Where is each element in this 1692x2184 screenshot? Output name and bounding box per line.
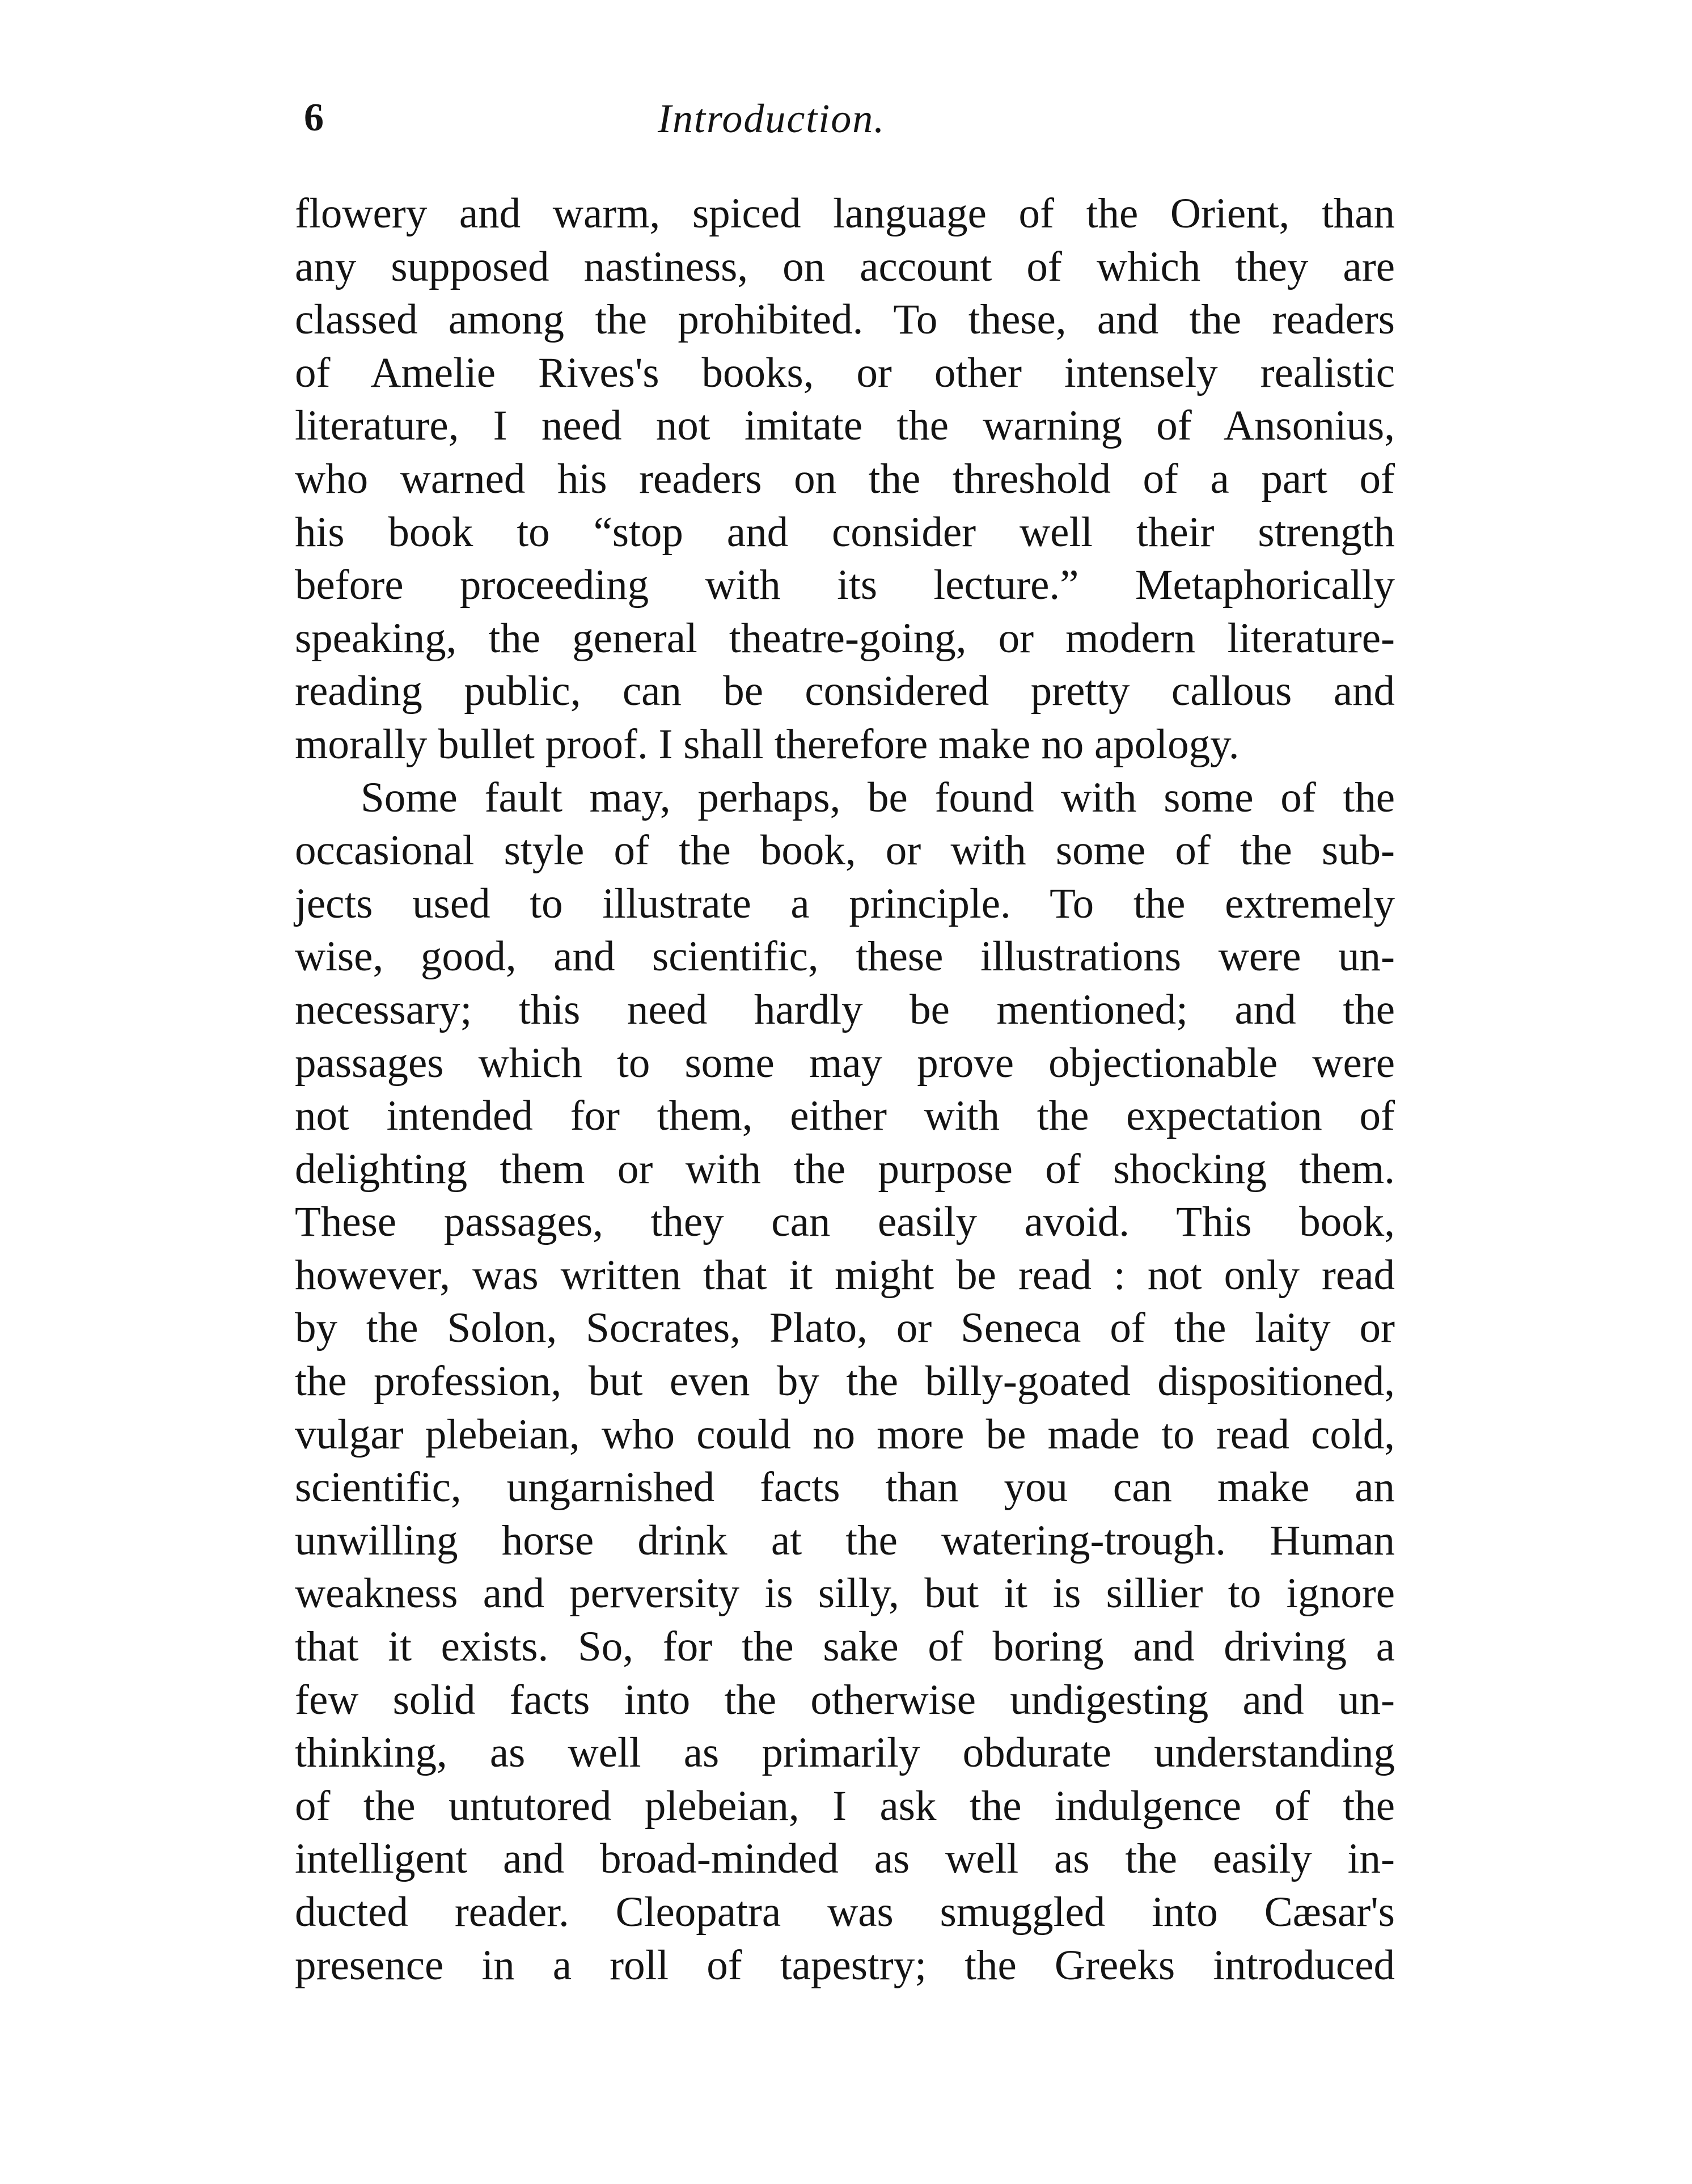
text-line: ducted reader. Cleopatra was smuggled into Cæsar's <box>295 1889 1395 1936</box>
paragraph-start-line: Some fault may, perhaps, be found with some of the <box>361 774 1395 821</box>
text-line: however, was written that it might be read : not only read <box>295 1251 1395 1299</box>
text-line: scientific, ungarnished facts than you can make an <box>295 1464 1395 1511</box>
text-line: reading public, can be considered pretty callous and <box>295 668 1395 715</box>
text-line: intelligent and broad-minded as well as the easily in- <box>295 1835 1395 1883</box>
text-line: wise, good, and scientific, these illustrations were un- <box>295 933 1395 981</box>
page-number: 6 <box>304 96 324 140</box>
text-line: the profession, but even by the billy-goated dispositioned, <box>295 1358 1395 1405</box>
text-line: thinking, as well as primarily obdurate understanding <box>295 1729 1395 1777</box>
text-line: morally bullet proof. I shall therefore make no apology. <box>295 720 1240 768</box>
running-title: Introduction. <box>658 96 886 141</box>
text-line: vulgar plebeian, who could no more be made to read cold, <box>295 1410 1395 1458</box>
body-text <box>295 187 1395 1992</box>
text-line: occasional style of the book, or with some of the sub- <box>295 827 1395 875</box>
text-line: speaking, the general theatre-going, or modern literature- <box>295 614 1395 662</box>
text-line: who warned his readers on the threshold of a part of <box>295 455 1395 502</box>
text-line: any supposed nastiness, on account of which they are <box>295 243 1395 290</box>
text-line: of the untutored plebeian, I ask the indulgence of the <box>295 1782 1395 1830</box>
page-header <box>295 95 1395 158</box>
text-line: flowery and warm, spiced language of the Orient, than <box>295 190 1395 237</box>
text-line: delighting them or with the purpose of shocking them. <box>295 1145 1395 1193</box>
text-line: classed among the prohibited. To these, and the readers <box>295 296 1395 344</box>
text-line: his book to “stop and consider well their strength <box>295 508 1395 556</box>
text-line: literature, I need not imitate the warning of Ansonius, <box>295 402 1395 450</box>
text-line: of Amelie Rives's books, or other intensely realistic <box>295 349 1395 396</box>
text-line: presence in a roll of tapestry; the Greeks introduced <box>295 1941 1395 1989</box>
text-line: passages which to some may prove objectionable were <box>295 1039 1395 1087</box>
text-line: by the Solon, Socrates, Plato, or Seneca of the laity or <box>295 1304 1395 1352</box>
text-line: not intended for them, either with the expectation of <box>295 1092 1395 1140</box>
text-line: jects used to illustrate a principle. To the extremely <box>295 880 1395 927</box>
text-line: unwilling horse drink at the watering-trough. Human <box>295 1516 1395 1564</box>
text-line: weakness and perversity is silly, but it is sillier to ignore <box>295 1570 1395 1617</box>
text-line: that it exists. So, for the sake of boring and driving a <box>295 1623 1395 1671</box>
text-line: These passages, they can easily avoid. This book, <box>295 1198 1395 1246</box>
text-line: necessary; this need hardly be mentioned; and the <box>295 986 1395 1033</box>
text-line: before proceeding with its lecture.” Metaphorically <box>295 561 1395 609</box>
text-line: few solid facts into the otherwise undigesting and un- <box>295 1676 1395 1723</box>
